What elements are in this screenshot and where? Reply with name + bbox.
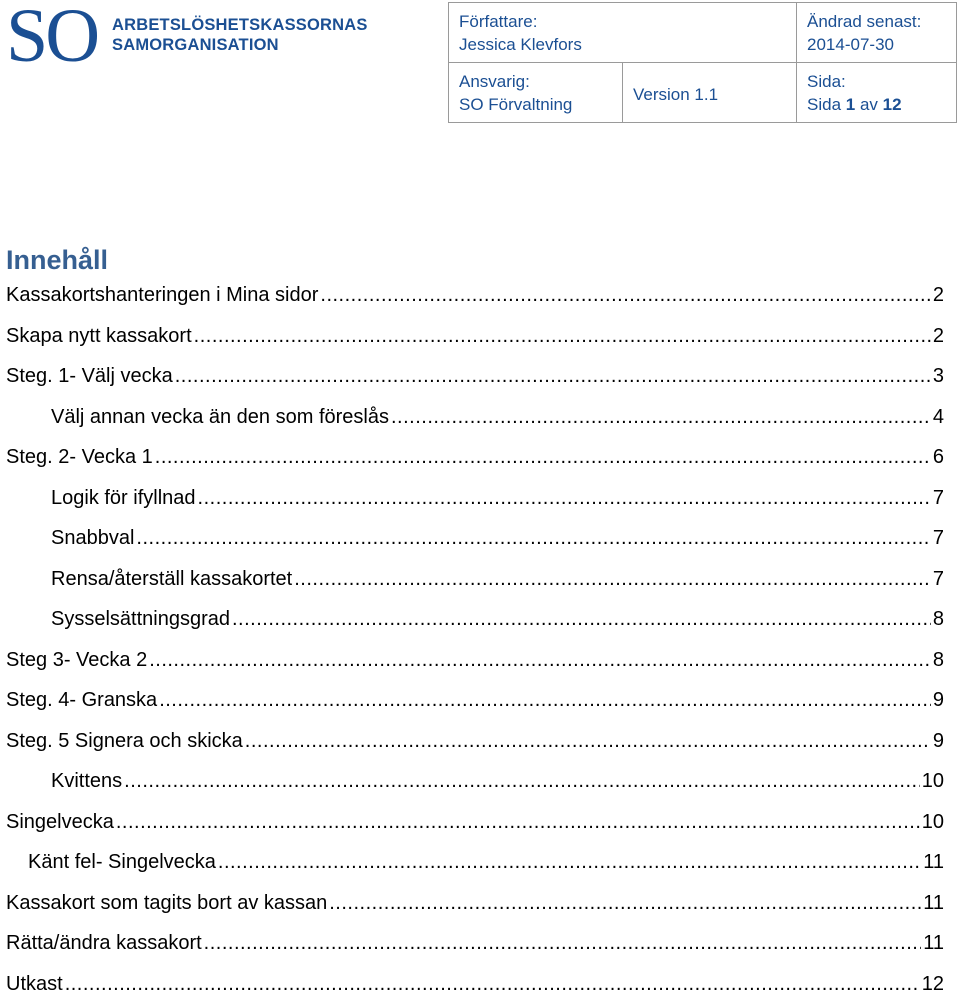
page-total: 12 [882,94,902,114]
toc-entry-page: 8 [932,648,944,671]
toc-entry-page: 9 [932,729,944,752]
toc-entry[interactable] [51,604,944,634]
toc-dot-leader [175,361,931,391]
page-label: Sida: [807,71,846,91]
toc-entry-page: 10 [921,770,944,792]
logo-text [112,15,368,55]
toc-entry-label: Steg. 1- Välj vecka [6,365,173,387]
toc-dot-leader [149,645,931,675]
toc-entry-label: Känt fel- Singelvecka [28,851,216,873]
toc-entry[interactable] [51,564,944,594]
author-value: Jessica Klevfors [459,34,582,54]
toc-dot-leader [124,766,920,796]
toc-entry-page: 2 [932,284,944,306]
toc-entry-page: 8 [932,608,944,630]
toc-entry-label: Rensa/återställ kassakortet [51,567,293,590]
toc-entry[interactable] [51,766,944,796]
logo-line-2: SAMORGANISATION [112,36,279,54]
toc-dot-leader [136,523,930,553]
toc-dot-leader [232,604,931,634]
toc-entry-page: 2 [932,324,944,347]
toc-entry[interactable] [6,685,944,715]
responsible-value: SO Förvaltning [459,94,573,114]
toc-entry-page: 7 [932,527,944,549]
toc-entry[interactable] [6,321,944,351]
toc-entry[interactable] [6,969,944,999]
toc-entry-label: Steg. 4- Granska [6,689,158,711]
toc-dot-leader [204,928,922,958]
toc-dot-leader [198,483,931,513]
toc-entry[interactable] [6,442,944,472]
toc-dot-leader [194,321,931,351]
changed-value: 2014-07-30 [807,34,894,54]
toc-entry[interactable] [6,888,944,918]
toc-entry[interactable] [51,523,944,553]
page-cell [797,63,957,123]
toc-entry-page: 7 [932,486,944,509]
toc-entry[interactable] [6,645,944,675]
logo-line-1: ARBETSLÖSHETSKASSORNAS [112,16,368,34]
version-value: Version 1.1 [633,85,719,104]
toc-entry-label: Välj annan vecka än den som föreslås [51,405,389,428]
toc-dot-leader [155,442,931,472]
toc-entry-page: 12 [921,972,944,995]
version-cell [623,63,797,123]
toc-entry-page: 10 [921,810,944,833]
toc-entry-label: Logik för ifyllnad [51,486,196,509]
organization-logo [6,0,368,78]
page-prefix: Sida [807,94,846,114]
toc-entry-label: Kassakortshanteringen i Mina sidor [6,284,319,306]
toc-entry-label: Singelvecka [6,810,114,833]
changed-cell [797,3,957,63]
toc-entry-page: 3 [932,365,944,387]
toc-entry-page: 7 [932,567,944,590]
author-label: Författare: [459,11,538,31]
toc-dot-leader [391,402,931,432]
toc-entry-page: 4 [932,405,944,428]
toc-entry-label: Snabbval [51,527,135,549]
toc-entry[interactable] [6,361,944,391]
toc-entry-page: 11 [923,891,944,914]
toc-entry-label: Steg. 2- Vecka 1 [6,446,153,468]
toc-entry-page: 11 [923,851,944,873]
page-current: 1 [845,94,856,114]
toc-entry-label: Sysselsättningsgrad [51,608,230,630]
page-value [807,93,956,116]
toc-title: Innehåll [6,245,109,275]
toc-entry[interactable] [28,847,944,877]
toc-dot-leader [116,807,920,837]
toc-dot-leader [159,685,931,715]
toc-dot-leader [294,564,931,594]
toc-dot-leader [245,726,931,756]
toc-entry-page: 9 [932,689,944,711]
toc-entry[interactable] [6,928,944,958]
page-sep: av [855,94,883,114]
toc-entry[interactable] [51,402,944,432]
toc-entry-label: Kassakort som tagits bort av kassan [6,891,328,914]
toc-entry[interactable] [6,280,944,310]
toc-entry-label: Steg 3- Vecka 2 [6,648,148,671]
changed-label: Ändrad senast: [807,11,922,31]
toc-entry-page: 6 [932,446,944,468]
toc-entry[interactable] [51,483,944,513]
logo-mark: SO [6,0,98,78]
responsible-label: Ansvarig: [459,71,530,91]
toc-entry-label: Steg. 5 Signera och skicka [6,729,243,752]
toc-dot-leader [218,847,921,877]
toc-entry-label: Rätta/ändra kassakort [6,932,202,954]
toc-entry-label: Skapa nytt kassakort [6,324,192,347]
toc-dot-leader [320,280,930,310]
toc-dot-leader [65,969,920,999]
toc-dot-leader [329,888,921,918]
toc-entry-label: Utkast [6,972,63,995]
responsible-cell [449,63,623,123]
author-cell [449,3,797,63]
document-meta-table [448,2,957,123]
toc-entry-page: 11 [923,932,944,954]
toc-entry[interactable] [6,726,944,756]
toc-entry-label: Kvittens [51,770,123,792]
toc-entry[interactable] [6,807,944,837]
